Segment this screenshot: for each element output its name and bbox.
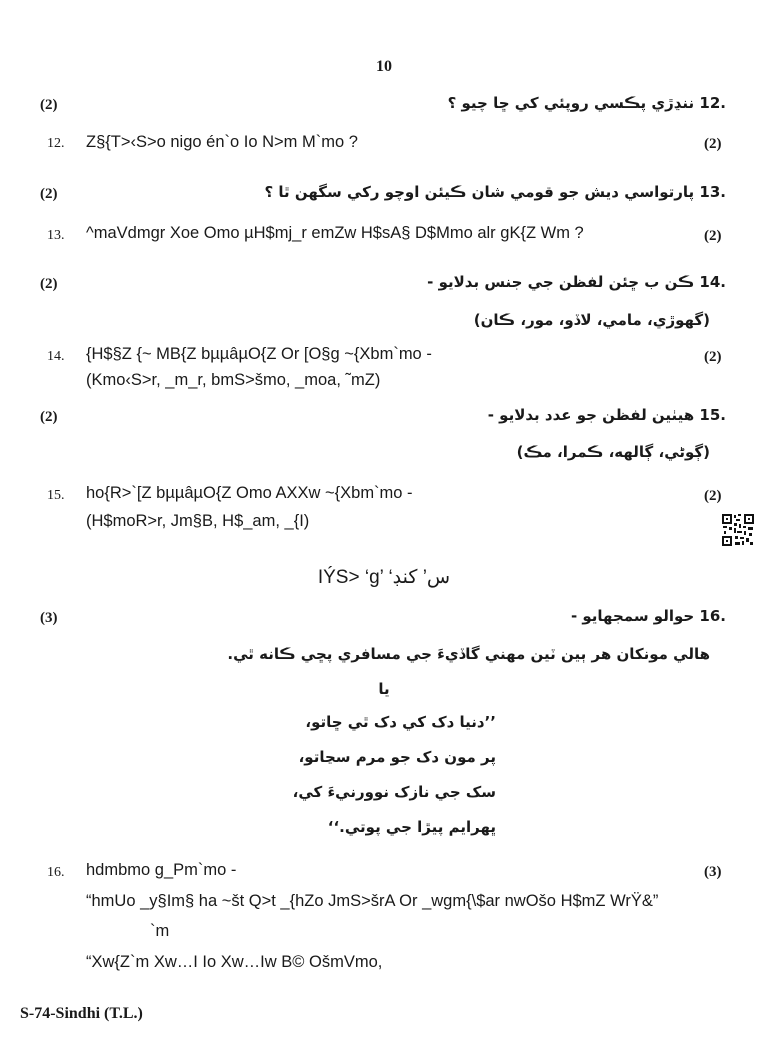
q15-sindhi-question: .15 هيٺين لفظن جو عدد بدلايو -	[487, 406, 726, 424]
q14-tl-number: 14.	[47, 349, 65, 364]
q16-poem-line: ’’دنيا دک کي دک ٿي ڇاتو،	[305, 713, 496, 731]
q16-tl-poem-line: “Xw{Z`m Xw…I Io Xw…Iw B© OšmVmo,	[86, 953, 383, 971]
q15-sindhi-mark: (2)	[40, 409, 58, 425]
q15-sindhi-options: (ڳوڻي، ڳالهه، ڪمرا، مڪ)	[516, 443, 710, 461]
q16-tl-quote: “hmUo _y§Im§ ha ~št Q>t _{hZo JmS>šrA Or _wgm{\$ar nwOšo H$mZ WrŸ&”	[86, 892, 659, 910]
q14-tl-mark: (2)	[704, 349, 722, 365]
q16-tl-mark: (3)	[704, 864, 722, 880]
q16-tl-question: hdmbmo g_Pm`mo -	[86, 861, 237, 879]
qr-code-icon	[721, 513, 755, 547]
q12-tl-number: 12.	[47, 136, 65, 151]
q16-sindhi-quote: هالي مونکان هر ٻين ٽين مهني گاڏيءَ جي مسافري پڇي ڪانه ٿي.	[227, 645, 710, 663]
q14-sindhi-mark: (2)	[40, 276, 58, 292]
q14-tl-question: {H$§Z {~ MB{Z bµµâµO{Z Or [O§g ~{Xbm`mo -	[86, 345, 432, 363]
q13-sindhi-mark: (2)	[40, 186, 58, 202]
q12-sindhi-question: .12 ننڍڙي پڪسي روپئي کي ڇا چيو ؟	[447, 94, 726, 112]
q12-tl-question: Z§{T>‹S>o nigo én`o Io N>m M`mo ?	[86, 133, 358, 151]
q15-tl-question: ho{R>`[Z bµµâµO{Z Omo AXXw ~{Xbm`mo -	[86, 484, 413, 502]
q16-poem-line: سک جي نازک نوورنيءَ کي،	[292, 783, 496, 801]
q16-sindhi-mark: (3)	[40, 610, 58, 626]
q16-poem-line: پر مون دک جو مرم سڃاتو،	[298, 748, 496, 766]
q15-tl-options: (H$moR>r, Jm§B, H$_am, _{I)	[86, 512, 310, 530]
q15-tl-mark: (2)	[704, 488, 722, 504]
q16-tl-or: `m	[150, 922, 170, 940]
q13-tl-number: 13.	[47, 228, 65, 243]
q14-tl-options: (Kmo‹S>r, _m_r, bmS>šmo, _moa, ˜mZ)	[86, 371, 381, 389]
q13-tl-question: ^maVdmgr Xoe Omo µH$mj_r emZw H$sA§ D$Mmo alr gK{Z Wm ?	[86, 224, 584, 242]
q12-tl-mark: (2)	[704, 136, 722, 152]
q13-tl-mark: (2)	[704, 228, 722, 244]
q16-tl-number: 16.	[47, 865, 65, 880]
footer-paper-code: S-74-Sindhi (T.L.)	[20, 1005, 143, 1022]
q16-or-label: يا	[378, 680, 390, 698]
q14-sindhi-options: (گهوڙي، مامي، لاڏو، مور، ڪان)	[473, 311, 710, 329]
q16-poem-line: ڀهرايم پيڙا جي پوتي.‘‘	[327, 818, 496, 836]
page-number: 10	[376, 58, 392, 75]
q13-sindhi-question: .13 پارتواسي ديش جو قومي شان ڪيئن اوچو رکي سگهن ٿا ؟	[264, 183, 726, 201]
section-heading: IÝS> ‘g’ ‘س’ کنڊ	[317, 567, 451, 588]
q14-sindhi-question: .14 ڪن ب ڇئن لفظن جي جنس بدلايو -	[427, 273, 726, 291]
q12-sindhi-mark: (2)	[40, 97, 58, 113]
q15-tl-number: 15.	[47, 488, 65, 503]
q16-sindhi-question: .16 حوالو سمجهايو -	[570, 607, 726, 625]
